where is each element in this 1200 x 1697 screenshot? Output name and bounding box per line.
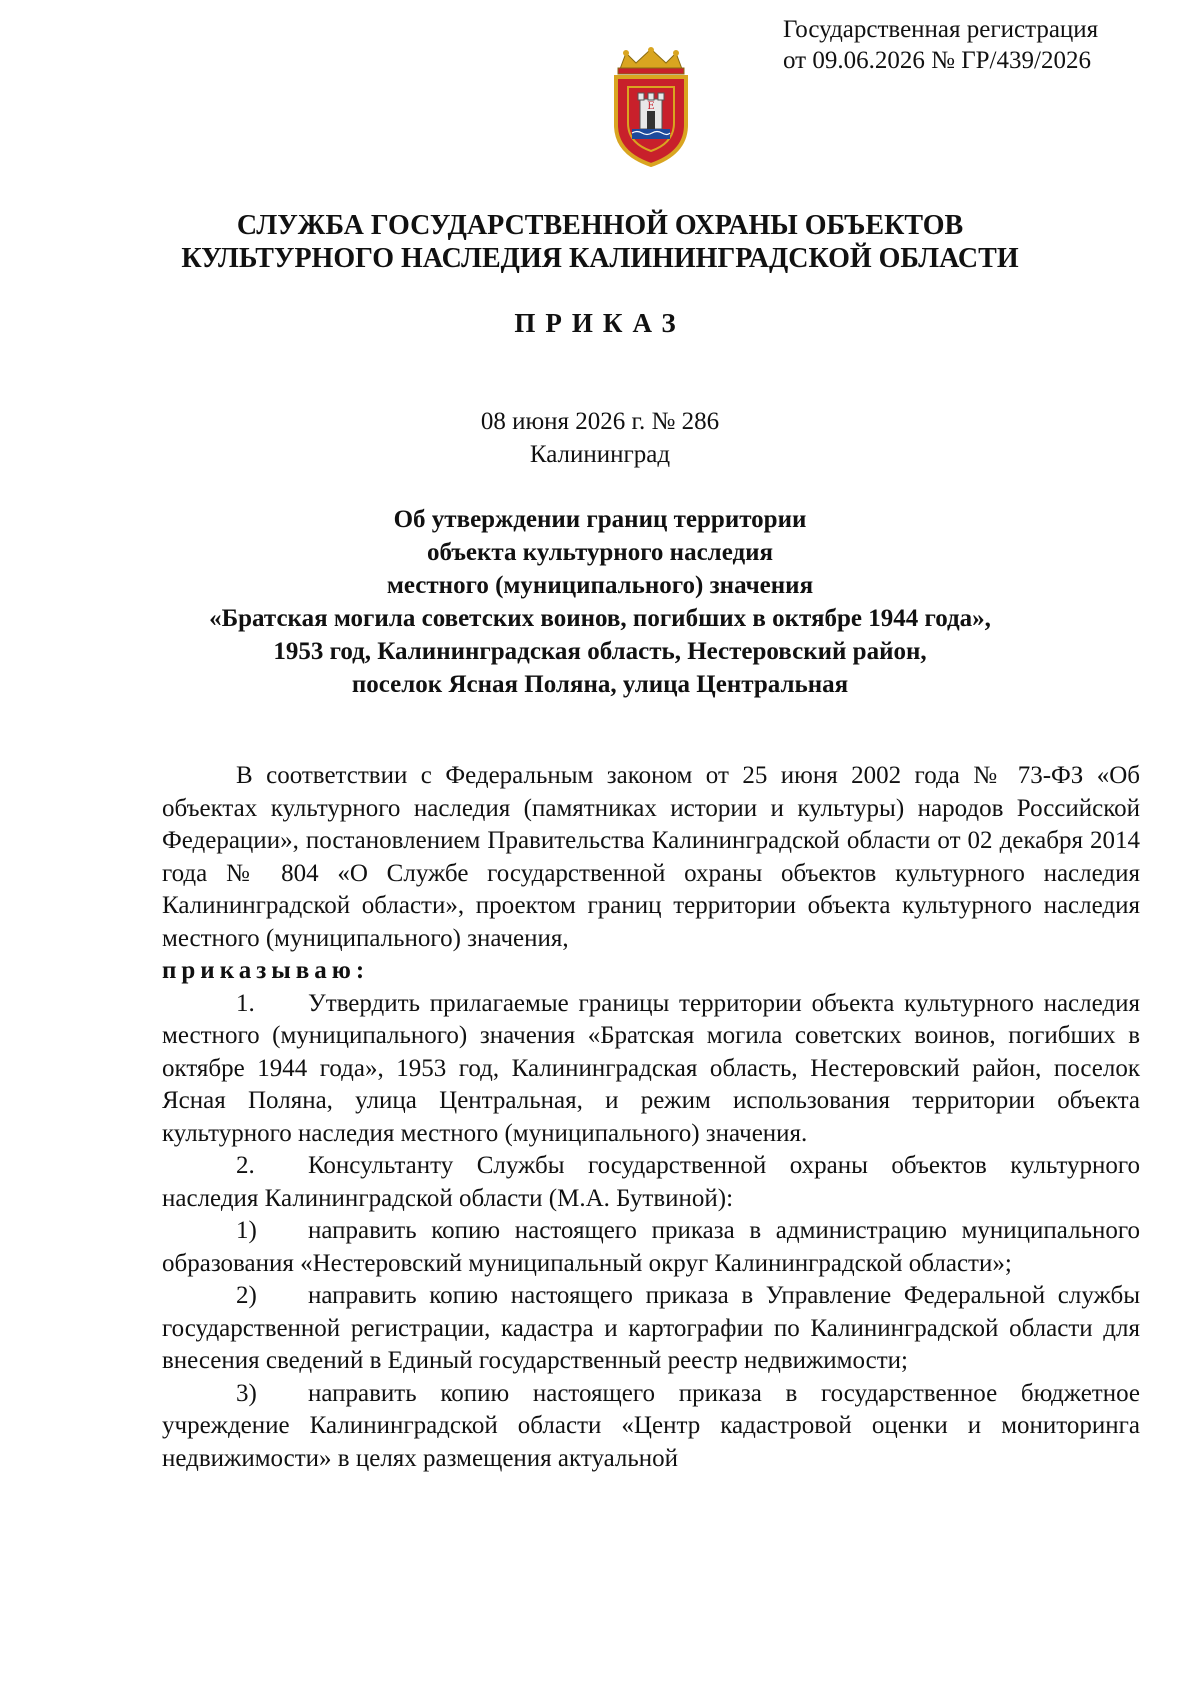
subject-line-1: Об утверждении границ территории [393, 506, 807, 533]
order-verb-text: приказываю: [162, 957, 370, 984]
item-2-text: Консультанту Службы государственной охраны объектов культурного наследия Калининградской области (М.А. Бутвиной): [162, 1152, 1140, 1212]
item-1-text: Утвердить прилагаемые границы территории объекта культурного наследия местного (муниципального) значения «Братская могила советских воинов, погибших в октябре 1944 года», 1953 год, Калининградская область, Нестеровский район, поселок Ясная Поляна, улица Центральная, и режим использования территории объекта культурного наследия местного (муниципального) значения. [162, 989, 1140, 1147]
order-verb [162, 955, 1140, 988]
subject-line-3: местного (муниципального) значения [386, 572, 814, 599]
kaliningrad-coat-of-arms-icon [602, 47, 700, 167]
item-1-number: 1. [236, 989, 255, 1017]
subject-line-6: поселок Ясная Поляна, улица Центральная [351, 671, 849, 698]
subject-line-4: «Братская могила советских воинов, погибших в октябре 1944 года», [209, 605, 991, 632]
item-2 [162, 1150, 1140, 1215]
subject-line-5: 1953 год, Калининградская область, Нестеровский район, [273, 638, 927, 665]
document-type-heading: ПРИКАЗ [514, 308, 686, 338]
registration-stamp [783, 14, 1098, 76]
sub-item-1 [162, 1215, 1140, 1280]
preamble-paragraph: В соответствии с Федеральным законом от 25 июня 2002 года № 73-ФЗ «Об объектах культурного наследия (памятниках истории и культуры) народов Российской Федерации», постановлением Правительства Калининградской области от 02 декабря 2014 года № 804 «О Службе государственной охраны объектов культурного наследия Калининградской области», проектом границ территории объекта культурного наследия местного (муниципального) значения, [162, 762, 1140, 952]
sub-item-3-text: направить копию настоящего приказа в государственное бюджетное учреждение Калининградской области «Центр кадастровой оценки и мониторинга недвижимости» в целях размещения актуальной [162, 1379, 1140, 1472]
sub-item-3-number: 3) [236, 1379, 257, 1407]
registration-line-2: от 09.06.2026 № ГР/439/2026 [783, 47, 1091, 74]
organization-title-line-2: КУЛЬТУРНОГО НАСЛЕДИЯ КАЛИНИНГРАДСКОЙ ОБЛАСТИ [181, 243, 1019, 274]
sub-item-2 [162, 1280, 1140, 1378]
sub-item-2-text: направить копию настоящего приказа в Управление Федеральной службы государственной регистрации, кадастра и картографии по Калининградской области для внесения сведений в Единый государственный реестр недвижимости; [162, 1282, 1140, 1374]
sub-item-2-number: 2) [236, 1282, 257, 1309]
registration-line-1: Государственная регистрация [783, 16, 1099, 43]
sub-item-1-number: 1) [236, 1217, 257, 1244]
organization-title [0, 209, 1200, 275]
item-1 [162, 988, 1140, 1151]
date-and-place [0, 405, 1200, 471]
order-subject [0, 503, 1200, 701]
item-2-number: 2. [236, 1152, 255, 1179]
organization-title-line-1: СЛУЖБА ГОСУДАРСТВЕННОЙ ОХРАНЫ ОБЪЕКТОВ [236, 210, 964, 241]
sub-item-3 [162, 1378, 1140, 1476]
order-date-number: 08 июня 2026 г. № 286 [480, 408, 720, 435]
sub-item-1-text: направить копию настоящего приказа в администрацию муниципального образования «Нестеровский муниципальный округ Калининградской области»; [162, 1217, 1140, 1277]
order-city: Калининград [529, 441, 671, 468]
order-body [162, 760, 1140, 1475]
svg-text:E: E [647, 101, 655, 112]
subject-line-2: объекта культурного наследия [426, 539, 774, 566]
